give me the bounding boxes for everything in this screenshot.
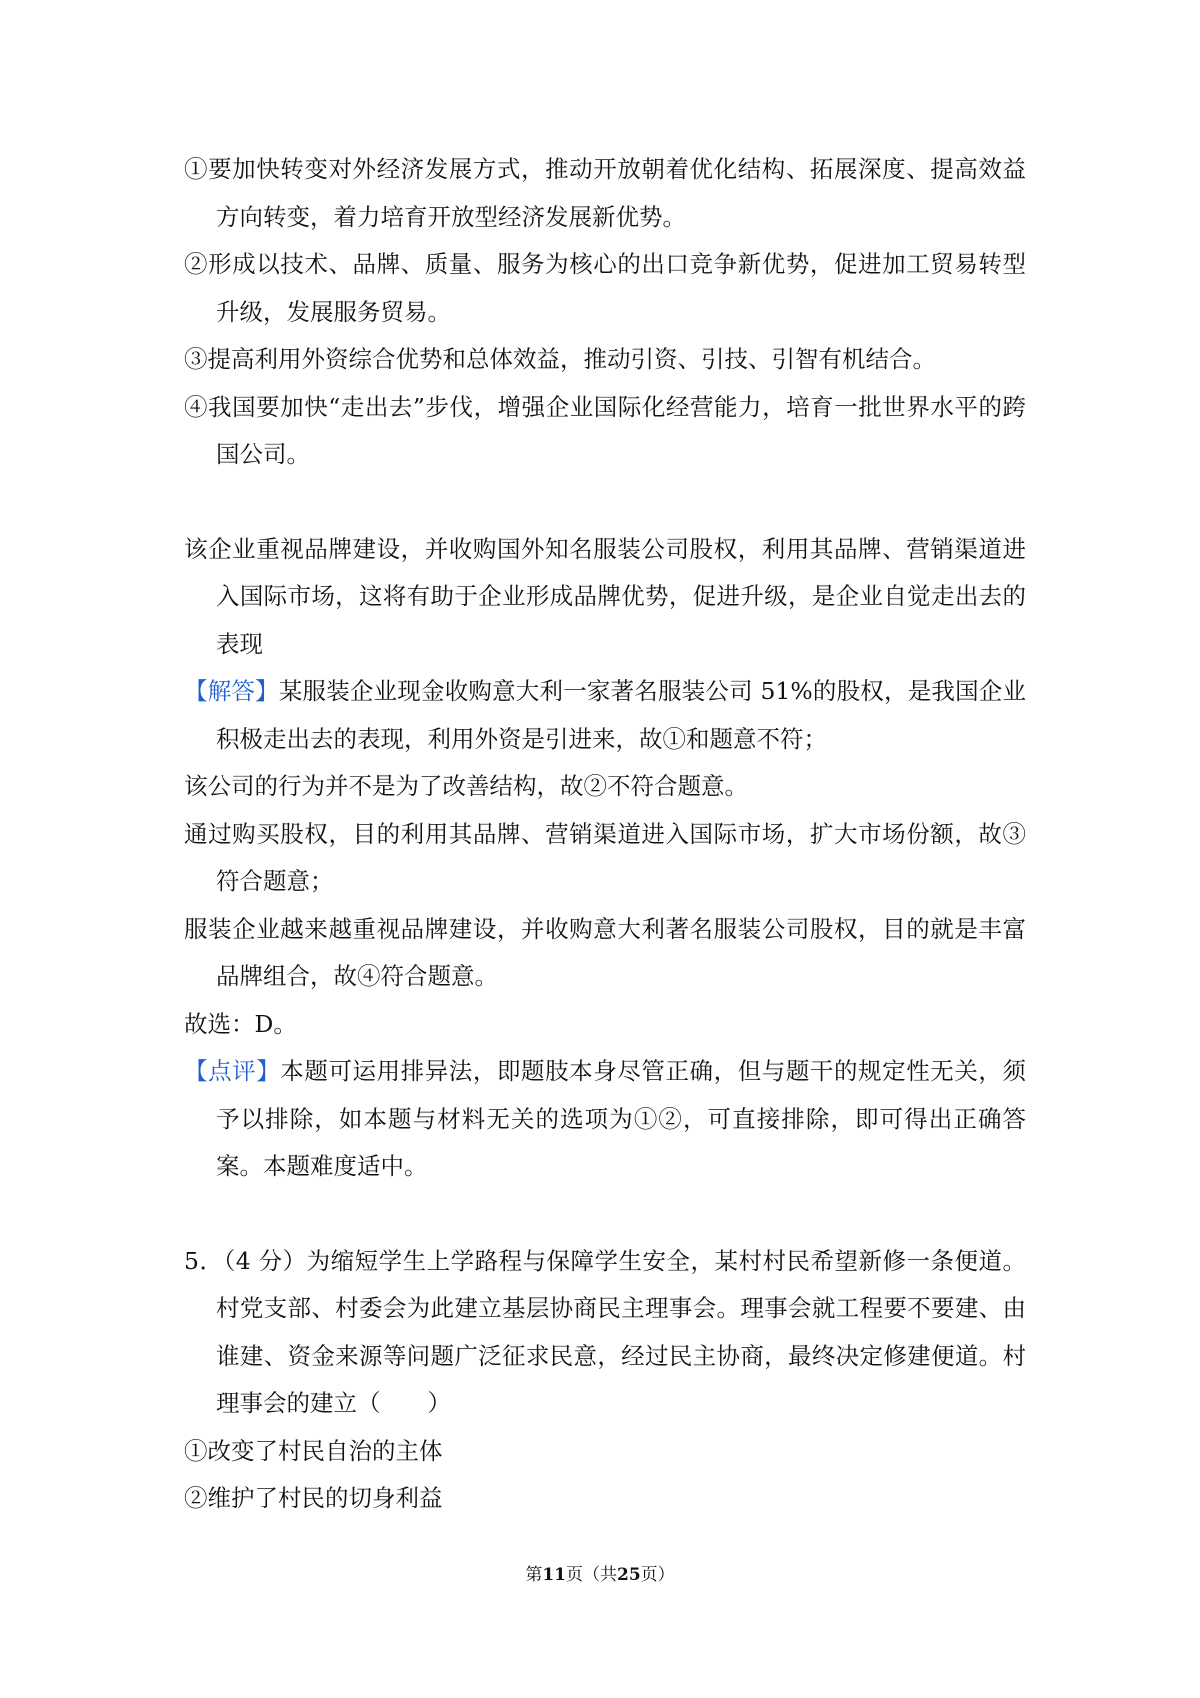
paragraph — [184, 1428, 1026, 1476]
paragraph-text: 本题可运用排异法，即题肢本身尽管正确，但与题干的规定性无关，须予以排除，如本题与材料无关的选项为①②，可直接排除，即可得出正确答案。本题难度适中。 — [216, 1057, 1027, 1180]
footer-suffix: 页） — [640, 1565, 675, 1585]
paragraph-text: ①要加快转变对外经济发展方式，推动开放朝着优化结构、拓展深度、提高效益方向转变，着力培育开放型经济发展新优势。 — [184, 155, 1026, 231]
paragraph — [184, 668, 1026, 763]
paragraph — [184, 526, 1026, 669]
paragraph-text: ④我国要加快“走出去”步伐，增强企业国际化经营能力，培育一批世界水平的跨国公司。 — [184, 392, 1026, 468]
paragraph — [184, 384, 1026, 479]
document-body — [184, 146, 1026, 1523]
paragraph-text: 5．（4 分）为缩短学生上学路程与保障学生安全，某村村民希望新修一条便道。村党支部、村委会为此建立基层协商民主理事会。理事会就工程要不要建、由谁建、资金来源等问题广泛征求民意，经过民主协商，最终决定修建便道。村理事会的建立（ ） — [184, 1246, 1026, 1417]
footer-page-number: 11 — [542, 1565, 566, 1585]
paragraph — [184, 1475, 1026, 1523]
footer-mid: 页（共 — [566, 1565, 617, 1585]
paragraph-text: 该企业重视品牌建设，并收购国外知名服装公司股权，利用其品牌、营销渠道进入国际市场，这将有助于企业形成品牌优势，促进升级，是企业自觉走出去的表现 — [184, 534, 1026, 658]
footer-total-pages: 25 — [617, 1565, 641, 1585]
paragraph-text: 服装企业越来越重视品牌建设，并收购意大利著名服装公司股权，目的就是丰富品牌组合，故④符合题意。 — [184, 914, 1026, 990]
paragraph — [184, 811, 1026, 906]
paragraph-text: 故选：D。 — [184, 1009, 297, 1038]
paragraph — [184, 906, 1026, 1001]
page-footer — [0, 1560, 1200, 1585]
paragraph-gap — [184, 1191, 1026, 1238]
footer-prefix: 第 — [525, 1565, 543, 1585]
paragraph — [184, 763, 1026, 811]
paragraph-text: 通过购买股权，目的利用其品牌、营销渠道进入国际市场，扩大市场份额，故③符合题意； — [184, 819, 1026, 895]
paragraph — [184, 336, 1026, 384]
paragraph — [184, 146, 1026, 241]
paragraph-text: ①改变了村民自治的主体 — [184, 1436, 443, 1465]
section-tag: 【解答】 — [184, 677, 279, 705]
section-tag: 【点评】 — [184, 1057, 281, 1085]
paragraph — [184, 241, 1026, 336]
paragraph — [184, 1048, 1026, 1191]
paragraph — [184, 1001, 1026, 1049]
paragraph-text: ③提高利用外资综合优势和总体效益，推动引资、引技、引智有机结合。 — [184, 345, 936, 373]
paragraph-text: ②维护了村民的切身利益 — [184, 1484, 443, 1512]
paragraph-text: 该公司的行为并不是为了改善结构，故②不符合题意。 — [184, 772, 748, 800]
paragraph — [184, 1238, 1026, 1428]
paragraph-gap — [184, 479, 1026, 526]
paragraph-text: 某服装企业现金收购意大利一家著名服装公司 51%的股权，是我国企业积极走出去的表现，利用外资是引进来，故①和题意不符； — [216, 677, 1027, 753]
paragraph-text: ②形成以技术、品牌、质量、服务为核心的出口竞争新优势，促进加工贸易转型升级，发展服务贸易。 — [184, 250, 1026, 326]
